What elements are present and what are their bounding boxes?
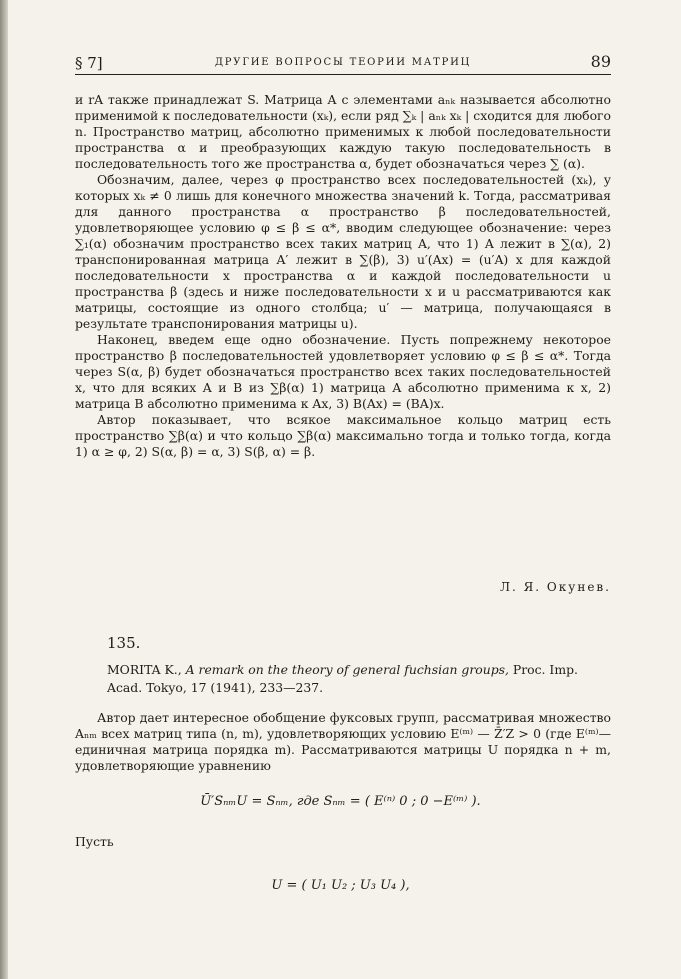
paragraph-5: Автор дает интересное обобщение фуксовых групп, рассматривая множество Aₙₘ всех матриц типа (n, m), удовлетворяющих условию E⁽ᵐ⁾ — Z̄′Z > 0 (где E⁽ᵐ⁾—единичная матрица порядка m). Рассматриваются матрицы U порядка n + m, удовлетворяющие уравнению [75, 710, 611, 773]
review-number: 135. [107, 634, 141, 652]
section-marker: § 7] [75, 54, 103, 72]
paragraph-4: Автор показывает, что всякое максимальное кольцо матриц есть пространство ∑β(α) и что кольцо ∑β(α) максимально тогда и только тогда, когда 1) α ≥ φ, 2) S(α, β) = α, 3) S(β, α) = β. [75, 412, 611, 459]
paragraph-2: Обозначим, далее, через φ пространство всех последовательностей (xₖ), у которых xₖ ≠ 0 лишь для конечного множества значений k. Тогда, рассматривая для данного пространства α пространство β последовательностей, удовлетворяющее условию φ ≤ β ≤ α*, вводим следующее обозначение: через ∑₁(α) обозначим пространство всех таких матриц A, что 1) A лежит в ∑(α), 2) транспонированная матрица A′ лежит в ∑(β), 3) u′(Ax) = (u′A) x для каждой последовательности x пространства α и каждой последовательности u пространства β (здесь и ниже последовательности x и u рассматриваются как матрицы, состоящие из одного столбца; u′ — матрица, получающаяся в результате транспонирования матрицы u). [75, 172, 611, 331]
running-title: ДРУГИЕ ВОПРОСЫ ТЕОРИИ МАТРИЦ [214, 57, 472, 68]
reference-title: A remark on the theory of general fuchsian groups, [185, 662, 509, 677]
word-pust: Пусть [75, 834, 114, 849]
review-body [75, 92, 611, 460]
running-header [75, 52, 611, 75]
paragraph-3: Наконец, введем еще одно обозначение. Пусть попрежнему некоторое пространство β последовательностей удовлетворяет условию φ ≤ β ≤ α*. Тогда через S(α, β) будет обозначаться пространство всех таких последовательностей x, что для всяких A и B из ∑β(α) 1) матрица A абсолютно применима к x, 2) матрица B абсолютно применима к Ax, 3) B(Ax) = (BA)x. [75, 332, 611, 411]
page-spine-shadow [0, 0, 8, 979]
reference-authors: MORITA K., [107, 662, 182, 677]
page-number: 89 [590, 52, 611, 71]
paragraph-1: и rA также принадлежат S. Матрица A с элементами aₙₖ называется абсолютно применимой к последовательности (xₖ), если ряд ∑ₖ | aₙₖ xₖ | сходится для любого n. Пространство матриц, абсолютно применимых к любой последовательности пространства α и преобразующих каждую такую последовательность в последовательность того же пространства α, будет обозначаться через ∑ (α). [75, 92, 611, 171]
formula-u: U = ( U₁ U₂ ; U₃ U₄ ), [271, 878, 410, 893]
reference-source: Proc. Imp. Acad. Tokyo, 17 (1941), 233—237. [107, 662, 578, 695]
formula-sym: Ū′SₙₘU = Sₙₘ, где Sₙₘ = ( E⁽ⁿ⁾ 0 ; 0 −E⁽ᵐ⁾ ). [200, 794, 481, 809]
reference-citation [107, 661, 609, 697]
reviewer-signature: Л. Я. Окунев. [499, 580, 611, 594]
review-135-text [75, 710, 611, 774]
